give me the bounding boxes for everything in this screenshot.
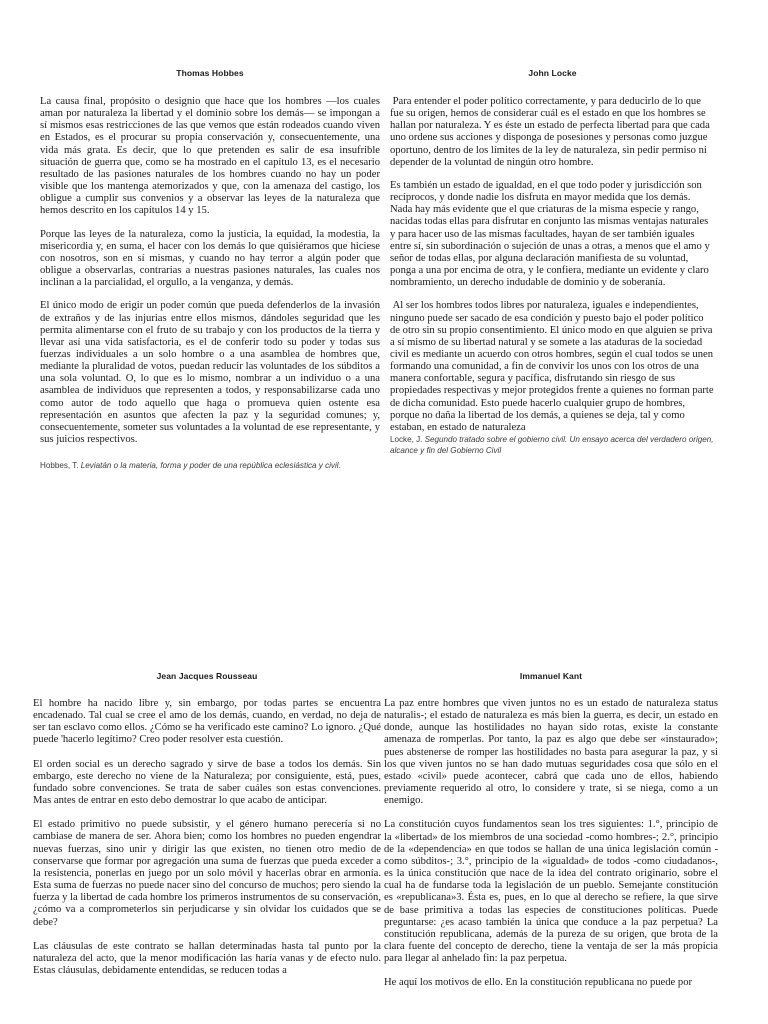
locke-paragraph: Es también un estado de igualdad, en el que todo poder y jurisdicción son recíprocos, y donde nadie los disfruta en mayor medida que los demás. Nada hay más evidente que el que criaturas de la misma especie y rango, nacidas todas ellas para disfrutar en conjunto las mismas ventajas naturales y para hacer uso de las mismas facultades, hayan de ser también iguales entre sí, sin subordinación o sujeción de unas a otras, a menos que el amo y señor de todas ellas, por alguna declaración manifiesta de su voluntad, ponga a una por encima de otra, y le confiera, mediante un evidente y claro nombramiento, un derecho indudable de dominio y de soberanía.	[390, 179, 710, 289]
locke-citation-title: Segundo tratado sobre el gobierno civil. Un ensayo acerca del verdadero origen, alcance y fin del Gobierno Civil	[390, 435, 714, 455]
locke-column	[390, 68, 715, 456]
hobbes-column	[40, 68, 380, 472]
hobbes-paragraph: Porque las leyes de la naturaleza, como la justicia, la equidad, la modestia, la misericordia y, en suma, el hacer con los demás lo que quisiéramos que hiciese con nosotros, son en sí mismas, y cuando no hay terror a algún poder que obligue a observarlas, contrarias a nuestras pasiones naturales, las cuales nos inclinan a la parcialidad, el orgullo, a la venganza, y demás.	[40, 228, 380, 289]
kant-paragraph: La paz entre hombres que viven juntos no es un estado de naturaleza status naturalis-; el estado de naturaleza es más bien la guerra, es decir, un estado en donde, aunque las hostilidades no hayan sido rotas, existe la constante amenaza de romperlas. Por tanto, la paz es algo que debe ser «instaurado»; pues abstenerse de romper las hostilidades no basta para asegurar la paz, y si los que viven juntos no se han dado mutuas seguridades cosa que sólo en el estado «civil» puede acontecer, cabrá que cada uno de ellos, habiendo previamente requerido al otro, lo considere y trate, si se niega, como a un enemigo.	[384, 698, 718, 807]
hobbes-citation-end: .	[338, 461, 341, 471]
locke-paragraph: Al ser los hombres todos libres por naturaleza, iguales e independientes, ninguno puede ser sacado de esa condición y puesto bajo el poder político de otro sin su propio consentimiento. El único modo en que alguien se priva a sí mismo de su libertad natural y se somete a las ataduras de la sociedad civil es mediante un acuerdo con otros hombres, según el cual todos se unen formando una comunidad, a fin de convivir los unos con los otros de una manera confortable, segura y pacífica, disfrutando sin riesgo de sus propiedades respectivas y mejor protegidos frente a quienes no forman parte de dicha comunidad. Esto puede hacerlo cualquier grupo de hombres, porque no daña la libertad de los demás, a quienes se deja, tal y como estaban, en estado de naturaleza	[390, 300, 717, 433]
locke-paragraph: Para entender el poder político correctamente, y para deducirlo de lo que fue su origen, hemos de considerar cuál es el estado en que los hombres se hallan por naturaleza. Y es éste un estado de perfecta libertad para que cada uno ordene sus acciones y disponga de posesiones y personas como juzgue oportuno, dentro de los límites de la ley de naturaleza, sin pedir permiso ni depender de la voluntad de ningún otro hombre.	[390, 96, 713, 168]
hobbes-heading: Thomas Hobbes	[176, 68, 244, 78]
kant-paragraph: He aquí los motivos de ello. En la constitución republicana no puede por	[384, 977, 693, 989]
hobbes-citation	[40, 461, 380, 472]
rousseau-paragraph: Las cláusulas de este contrato se hallan determinadas hasta tal punto por la naturaleza del acto, que la menor modificación las haría vanas y de efecto nulo. Estas cláusulas, debidamente entendidas, se reducen todas a	[33, 940, 381, 976]
hobbes-citation-author: Hobbes, T.	[40, 461, 81, 471]
hobbes-paragraph: El único modo de erigir un poder común que pueda defenderlos de la invasión de extraños y de las injurias entre ellos mismos, dándoles seguridad que les permita alimentarse con el fruto de su trabajo y con los productos de la tierra y llevar así una vida satisfactoria, es el de conferir todo su poder y todas sus fuerzas individuales a un solo hombre o a una asamblea de hombres que, mediante la pluralidad de votos, puedan reducir las voluntades de los súbditos a una sola voluntad. O, lo que es lo mismo, nombrar a un individuo o a una asamblea de individuos que representen a todos, y responsabilizarse cada uno como autor de todo aquello que haga o promueva quien ostente esa representación en asuntos que afecten la paz y la seguridad comunes; y, consecuentemente, someter sus voluntades a la voluntad de ese representante, y sus juicios respectivos.	[40, 300, 380, 446]
hobbes-citation-title: Leviatán o la materia, forma y poder de una república eclesiástica y civil	[80, 461, 339, 471]
hobbes-paragraph: La causa final, propósito o designio que hace que los hombres —los cuales aman por naturaleza la libertad y el dominio sobre los demás— se impongan a sí mismos esas restricciones de las que vemos que están rodeados cuando viven en Estados, es el procurar su propia conservación y, consecuentemente, una vida más grata. Es decir, que lo que pretenden es salir de esa insufrible situación de guerra que, como se ha mostrado en el capítulo 13, es el necesario resultado de las pasiones naturales de los hombres cuando no hay un poder visible que los mantenga atemorizados y que, con la amenaza del castigo, los obligue a cumplir sus convenios y a observar las leyes de la naturaleza que hemos descrito en los capítulos 14 y 15.	[40, 96, 380, 217]
rousseau-column	[33, 671, 381, 989]
locke-citation-author: Locke, J.	[390, 435, 425, 445]
kant-column	[384, 671, 718, 1001]
rousseau-paragraph: El orden social es un derecho sagrado y sirve de base a todos los demás. Sin embargo, este derecho no viene de la Naturaleza; por consiguiente, está, pues, fundado sobre convenciones. Se trata de saber cuáles son estas convenciones. Mas antes de entrar en esto debo demostrar lo que acabo de anticipar.	[33, 758, 381, 807]
locke-heading: John Locke	[528, 68, 577, 78]
locke-citation	[390, 435, 715, 456]
rousseau-paragraph: El estado primitivo no puede subsistir, y el género humano perecería si no cambiase de manera de ser. Ahora bien; como los hombres no pueden engendrar nuevas fuerzas, sino unir y dirigir las que existen, no tienen otro medio de conservarse que formar por agregación una suma de fuerzas que pueda exceder a la resistencia, ponerlas en juego por un solo móvil y hacerlas obrar en armonía. Esta suma de fuerzas no puede nacer sino del concurso de muchos; pero siendo la fuerza y la libertad de cada hombre los primeros instrumentos de su conservación, ¿cómo va a comprometerlos sin perjudicarse y sin olvidar los cuidados que se debe?	[33, 819, 382, 928]
rousseau-paragraph: El hombre ha nacido libre y, sin embargo, por todas partes se encuentra encadenado. Tal cual se cree el amo de los demás, cuando, en verdad, no deja de ser tan esclavo como ellos. ¿Cómo se ha verificado este camino? Lo ignoro. ¿Qué puede 'hacerlo legítimo? Creo poder resolver esta cuestión.	[33, 698, 381, 746]
kant-paragraph: La constitución cuyos fundamentos sean los tres siguientes: 1.°, principio de la «libertad» de los miembros de una sociedad -como hombres-; 2.°, principio de la «dependencia» en que todos se hallan de una única legislación común -como súbditos-; 3.°, principio de la «igualdad» de todos -como ciudadanos-, es la única constitución que nace de la idea del contrato originario, sobre el cual ha de fundarse toda la legislación de un pueblo. Semejante constitución es «republicana»3. Ésta es, pues, en lo que al derecho se refiere, la que sirve de base primitiva a todas las especies de constituciones políticas. Puede preguntarse: ¿es acaso también la única que conduce a la paz perpetua? La constitución republicana, además de la pureza de su origen, que brota de la clara fuente del concepto de derecho, tiene la ventaja de ser la más propicia para llegar al anhelado fin: la paz perpetua.	[384, 819, 718, 965]
rousseau-heading: Jean Jacques Rousseau	[156, 671, 258, 681]
kant-heading: Immanuel Kant	[519, 671, 583, 681]
